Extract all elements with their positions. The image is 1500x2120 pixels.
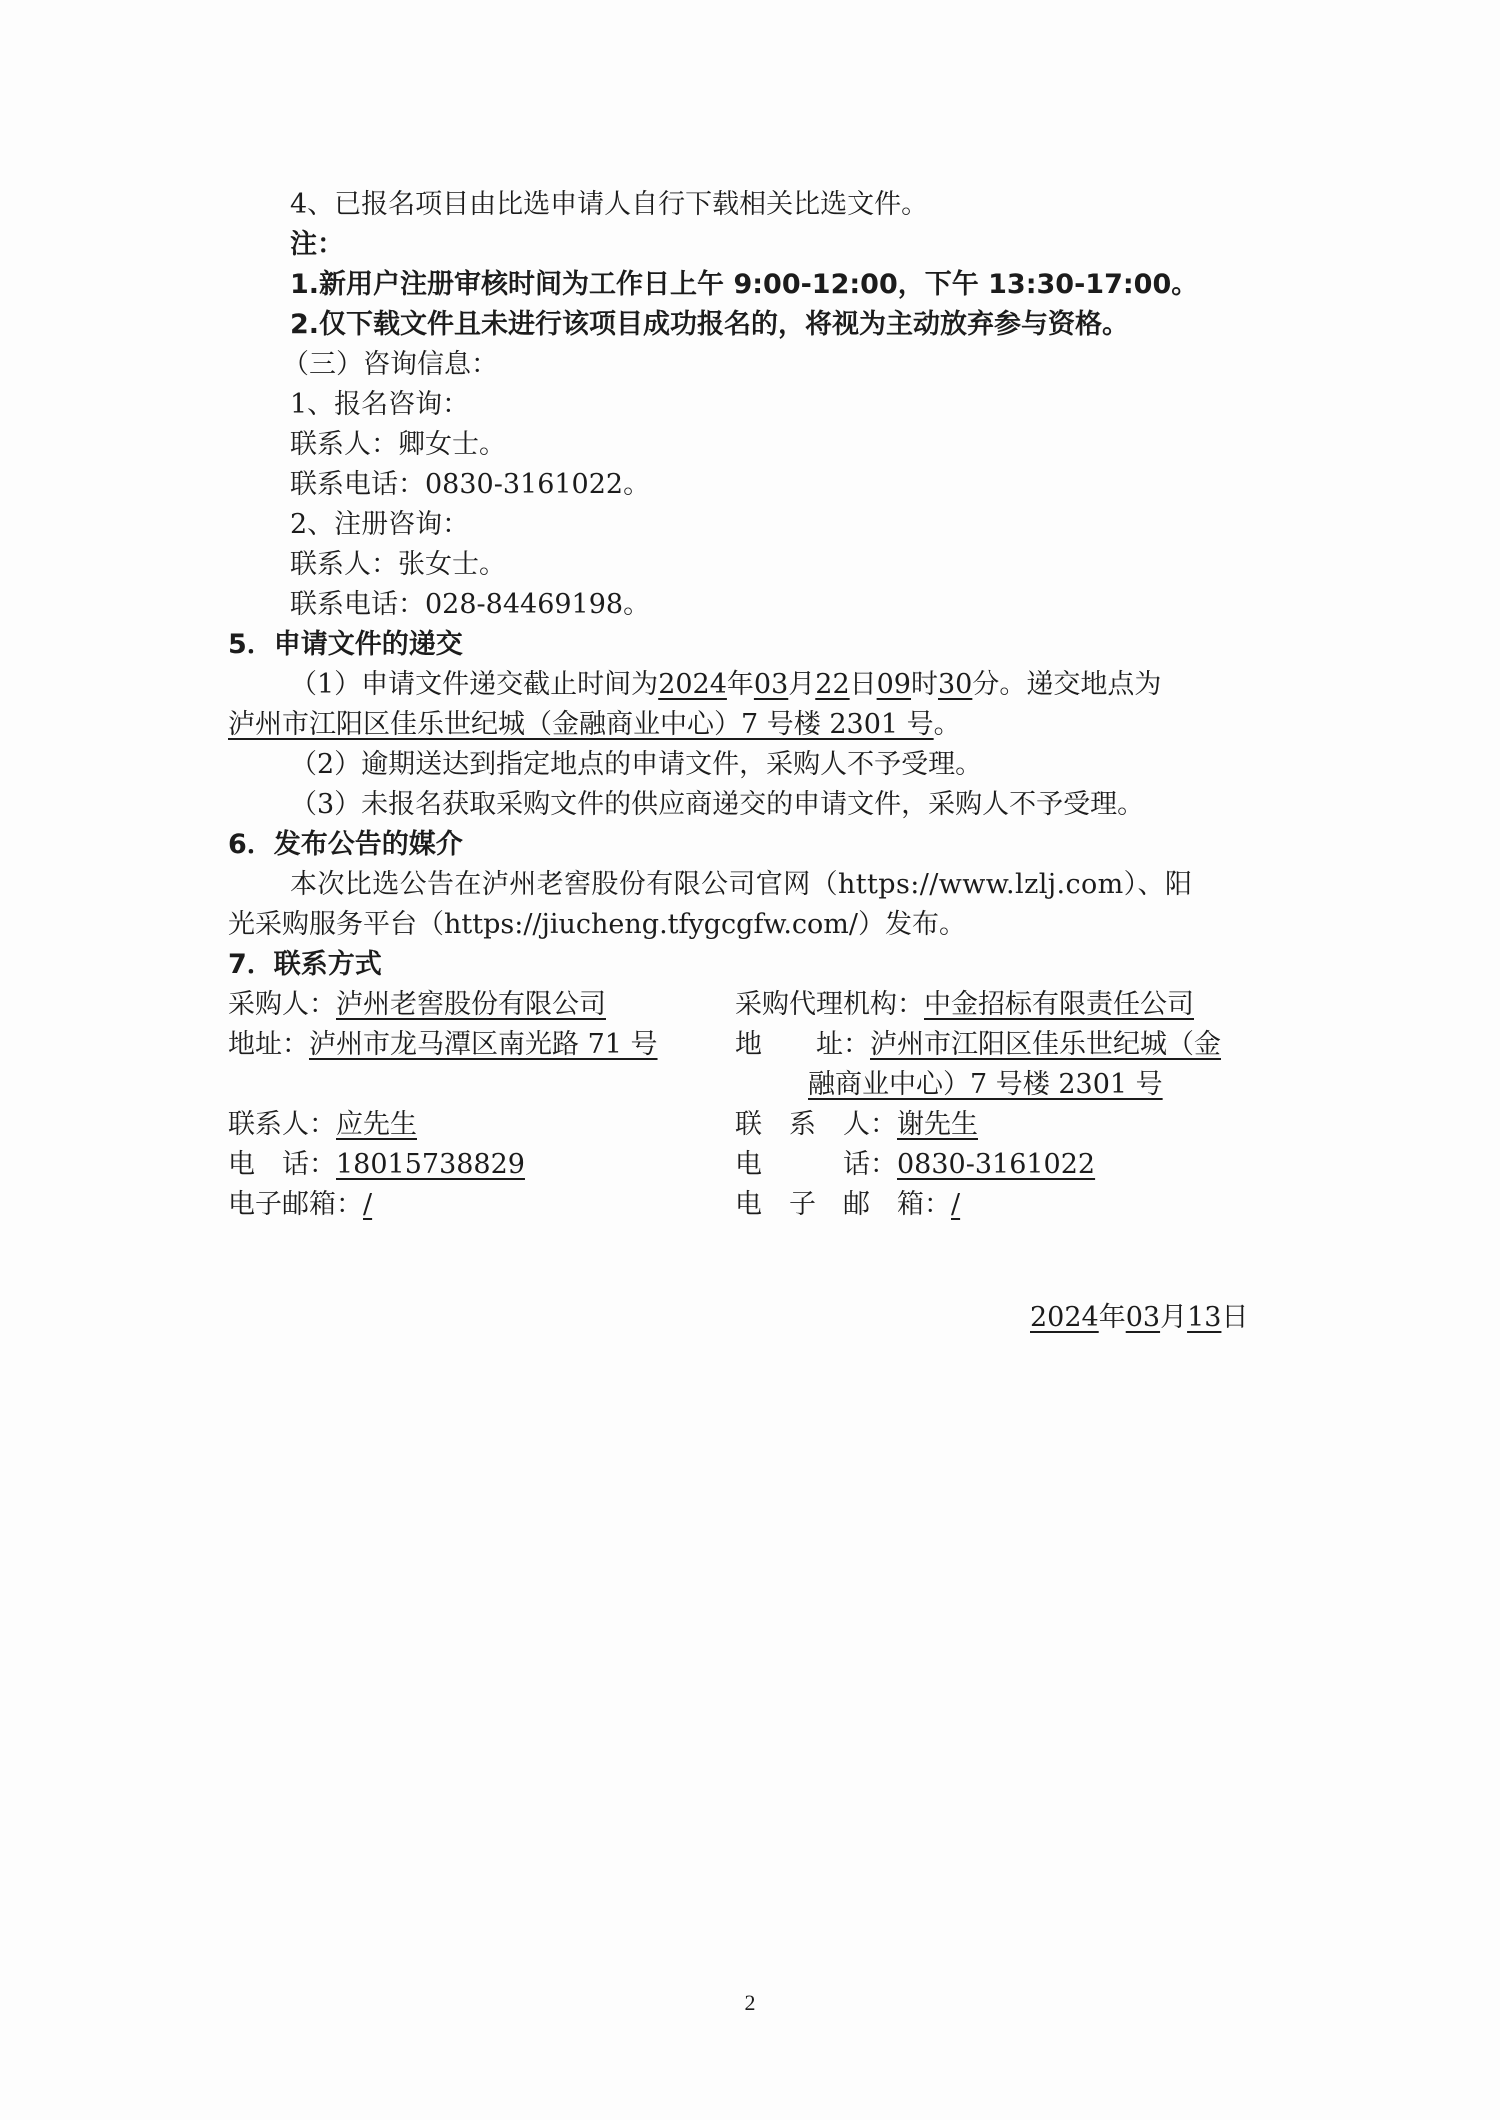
buyer-phone-label: 电 话： bbox=[228, 1149, 336, 1180]
buyer-name-label: 采购人： bbox=[228, 989, 336, 1020]
section-7-title: 7．联系方式 bbox=[228, 949, 382, 980]
deadline-year-unit: 年 bbox=[726, 669, 754, 700]
agent-name-row bbox=[735, 985, 1194, 1025]
date-day: 13 bbox=[1187, 1302, 1222, 1333]
agent-address-continuation bbox=[808, 1065, 1163, 1105]
agent-address-row bbox=[735, 1025, 1221, 1065]
deadline-month-unit: 月 bbox=[788, 669, 816, 700]
buyer-contact-row bbox=[228, 1105, 417, 1145]
media-line-2: 光采购服务平台（https://jiucheng.tfygcgfw.com/）发布。 bbox=[228, 909, 967, 940]
register-phone: 联系电话：028-84469198。 bbox=[290, 589, 651, 620]
deadline-hour: 09 bbox=[876, 669, 911, 700]
deadline-paragraph bbox=[290, 665, 1161, 705]
buyer-phone: 18015738829 bbox=[336, 1149, 525, 1180]
deadline-minute: 30 bbox=[937, 669, 973, 700]
agent-email-row bbox=[735, 1185, 960, 1225]
signup-contact: 联系人：卿女士。 bbox=[290, 429, 506, 460]
register-contact: 联系人：张女士。 bbox=[290, 549, 506, 580]
page-number: 2 bbox=[744, 1990, 756, 2015]
unregistered-submission-rule: （3）未报名获取采购文件的供应商递交的申请文件，采购人不予受理。 bbox=[290, 789, 1145, 820]
note-2: 2.仅下载文件且未进行该项目成功报名的，将视为主动放弃参与资格。 bbox=[290, 309, 1130, 340]
register-consult-heading: 2、注册咨询： bbox=[290, 509, 470, 540]
date-day-unit: 日 bbox=[1221, 1302, 1249, 1333]
registration-item-4: 4、已报名项目由比选申请人自行下载相关比选文件。 bbox=[290, 189, 929, 220]
agent-phone-label: 电 话： bbox=[735, 1149, 897, 1180]
buyer-email-row bbox=[228, 1185, 372, 1225]
agent-contact-row bbox=[735, 1105, 978, 1145]
agent-address-line-1: 泸州市江阳区佳乐世纪城（金 bbox=[870, 1029, 1221, 1060]
deadline-prefix: （1）申请文件递交截止时间为 bbox=[290, 669, 659, 700]
buyer-phone-row bbox=[228, 1145, 525, 1185]
date-year: 2024 bbox=[1030, 1302, 1099, 1333]
signup-phone: 联系电话：0830-3161022。 bbox=[290, 469, 651, 500]
deadline-day: 22 bbox=[815, 669, 850, 700]
agent-phone: 0830-3161022 bbox=[897, 1149, 1096, 1180]
document-date bbox=[1030, 1298, 1248, 1338]
submission-location: 泸州市江阳区佳乐世纪城（金融商业中心）7 号楼 2301 号 bbox=[228, 709, 934, 740]
deadline-hour-unit: 时 bbox=[910, 669, 938, 700]
buyer-name-row bbox=[228, 985, 606, 1025]
agent-address-line-2: 融商业中心）7 号楼 2301 号 bbox=[808, 1069, 1163, 1100]
section-5-title: 5．申请文件的递交 bbox=[228, 629, 463, 660]
agent-contact-label: 联 系 人： bbox=[735, 1109, 897, 1140]
media-line-1: 本次比选公告在泸州老窖股份有限公司官网（https://www.lzlj.com）、阳 bbox=[290, 869, 1193, 900]
date-year-unit: 年 bbox=[1098, 1302, 1126, 1333]
late-submission-rule: （2）逾期送达到指定地点的申请文件，采购人不予受理。 bbox=[290, 749, 983, 780]
buyer-contact-label: 联系人： bbox=[228, 1109, 336, 1140]
buyer-email: / bbox=[363, 1189, 373, 1220]
agent-name-label: 采购代理机构： bbox=[735, 989, 924, 1020]
note-1: 1.新用户注册审核时间为工作日上午 9:00-12:00，下午 13:30-17:00。 bbox=[290, 269, 1199, 300]
signup-consult-heading: 1、报名咨询： bbox=[290, 389, 470, 420]
submission-location-end: 。 bbox=[933, 709, 961, 740]
deadline-month: 03 bbox=[753, 669, 789, 700]
note-label: 注： bbox=[290, 229, 344, 260]
deadline-year: 2024 bbox=[658, 669, 727, 700]
deadline-minute-unit: 分。递交地点为 bbox=[972, 669, 1162, 700]
buyer-address-label: 地址： bbox=[228, 1029, 309, 1060]
section-6-title: 6．发布公告的媒介 bbox=[228, 829, 463, 860]
date-month-unit: 月 bbox=[1160, 1302, 1188, 1333]
agent-name: 中金招标有限责任公司 bbox=[924, 989, 1194, 1020]
buyer-address-row bbox=[228, 1025, 658, 1065]
buyer-name: 泸州老窖股份有限公司 bbox=[336, 989, 606, 1020]
deadline-day-unit: 日 bbox=[849, 669, 877, 700]
agent-email-label: 电 子 邮 箱： bbox=[735, 1189, 951, 1220]
buyer-contact: 应先生 bbox=[336, 1109, 417, 1140]
agent-contact: 谢先生 bbox=[897, 1109, 978, 1140]
agent-address-label: 地 址： bbox=[735, 1029, 870, 1060]
agent-phone-row bbox=[735, 1145, 1095, 1185]
submission-location-line bbox=[228, 705, 961, 745]
buyer-address: 泸州市龙马潭区南光路 71 号 bbox=[309, 1029, 658, 1060]
date-month: 03 bbox=[1125, 1302, 1161, 1333]
consult-heading: （三）咨询信息： bbox=[282, 349, 498, 380]
buyer-email-label: 电子邮箱： bbox=[228, 1189, 363, 1220]
agent-email: / bbox=[951, 1189, 961, 1220]
